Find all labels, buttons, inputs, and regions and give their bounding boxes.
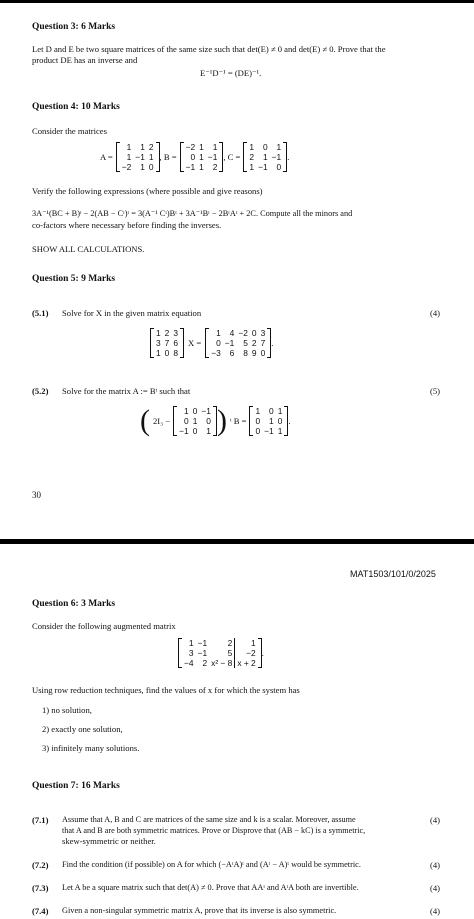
q4-verify: Verify the following expressions (where possible and give reasons) — [32, 186, 263, 196]
q5-2-label: (5.2) — [32, 386, 49, 396]
q6-heading: Question 6: 3 Marks — [32, 599, 116, 609]
matrix-row — [209, 328, 267, 338]
q7-2-text: Find the condition (if possible) on A for which (−AᵗA)ᵗ and (Aᵗ − A)ᵗ would be symmetric. — [62, 860, 361, 869]
q7-1-marks: (4) — [430, 815, 441, 825]
matrix-cell: −1 — [264, 426, 274, 436]
matrix-cell: 0 — [277, 416, 283, 426]
matrix-cell: 2 — [164, 328, 170, 338]
q7-1-line-2: that A and B are both symmetric matrices. Prove or Disprove that (AB − kC) is a symmetric, — [62, 825, 366, 835]
q5-1-end: . — [271, 338, 274, 348]
matrix-cell: 1 — [126, 152, 132, 162]
matrix-cell: 0 — [192, 406, 198, 416]
matrix-cell: 1 — [249, 142, 255, 152]
matrix-augmented — [178, 638, 262, 668]
matrix-cell: 5 — [243, 338, 248, 348]
matrix-cell: −1 — [185, 162, 196, 172]
matrix-row — [182, 638, 258, 648]
matrix-cell: 1 — [140, 142, 145, 152]
q7-1-line-3: skew-symmetric or neither. — [62, 836, 156, 846]
q7-3-text: Let A be a square matrix such that det(A) ≠ 0. Prove that AAᵗ and AᵗA both are invertible. — [62, 883, 359, 892]
matrix-c — [243, 142, 290, 172]
matrix-cell: 1 — [276, 142, 282, 152]
course-code: MAT1503/101/0/2025 — [350, 569, 436, 579]
matrix-cell: 3 — [173, 328, 179, 338]
matrix-cell: 1 — [206, 426, 211, 436]
matrix-cell: 1 — [184, 406, 189, 416]
matrix-q5-1-left — [150, 328, 184, 358]
q5-1-equation — [150, 328, 273, 358]
matrix-row — [182, 658, 258, 668]
matrix-cell: 7 — [164, 338, 170, 348]
matrix-cell: 0 — [262, 142, 268, 152]
q6-end: . — [261, 648, 264, 658]
q7-2-marks: (4) — [430, 860, 441, 870]
matrix-row — [247, 152, 283, 162]
matrix-cell: 1 — [188, 638, 194, 648]
matrix-row — [184, 162, 220, 172]
matrix-a — [116, 142, 160, 172]
matrix-cell: −2 — [121, 162, 132, 172]
matrix-cell: 3 — [188, 648, 194, 658]
q7-heading: Question 7: 16 Marks — [32, 781, 120, 791]
matrix-cell: 3 — [156, 338, 161, 348]
q4-show: SHOW ALL CALCULATIONS. — [32, 244, 145, 254]
matrix-cell: x² − 8 — [211, 658, 233, 668]
matrix-cell: 1 — [199, 162, 204, 172]
q6-item-1: 1) no solution, — [42, 705, 92, 715]
matrix-cell: −1 — [271, 152, 282, 162]
matrix-cell: 6 — [173, 338, 179, 348]
matrix-cell: 5 — [227, 648, 233, 658]
matrix-cell: 3 — [260, 328, 266, 338]
q4-intro: Consider the matrices — [32, 126, 107, 136]
matrix-cell: 0 — [206, 416, 211, 426]
matrix-cell: 2 — [212, 162, 218, 172]
q7-4-marks: (4) — [430, 906, 441, 916]
matrix-cell: 0 — [148, 162, 154, 172]
q5-heading: Question 5: 9 Marks — [32, 274, 116, 284]
q4-label-a: A = — [100, 152, 113, 162]
q4-matrices — [100, 142, 289, 172]
q5-2-equation — [140, 406, 291, 436]
matrix-cell: 0 — [255, 426, 261, 436]
matrix-cell: 1 — [126, 142, 132, 152]
matrix-cell: 2 — [148, 142, 154, 152]
matrix-row — [154, 348, 180, 358]
q5-2-text: Solve for the matrix A := Bᵗ such that — [62, 386, 191, 396]
matrix-row — [253, 406, 284, 416]
matrix-q5-2-m — [173, 406, 217, 436]
q7-1-label: (7.1) — [32, 815, 49, 825]
matrix-cell: 1 — [148, 152, 154, 162]
q6-augmented-matrix — [178, 638, 264, 668]
matrix-row — [120, 152, 156, 162]
q3-text — [32, 44, 452, 65]
matrix-cell: 1 — [277, 426, 283, 436]
q6-item-2: 2) exactly one solution, — [42, 724, 123, 734]
matrix-cell: 1 — [199, 152, 204, 162]
matrix-cell: 1 — [140, 162, 145, 172]
q7-2-label: (7.2) — [32, 860, 49, 870]
matrix-cell: −2 — [185, 142, 196, 152]
matrix-cell: 1 — [216, 328, 221, 338]
q5-1-marks: (4) — [430, 308, 441, 318]
q7-4-text: Given a non-singular symmetric matrix A, prove that its inverse is also symmetric. — [62, 906, 337, 915]
matrix-row — [209, 338, 267, 348]
q6-using: Using row reduction techniques, find the values of x for which the system has — [32, 685, 300, 695]
matrix-cell: 0 — [184, 416, 189, 426]
matrix-cell: 8 — [173, 348, 179, 358]
q4-expression-line-1: 3A⁻¹(BC + B)ᵗ − 2(AB − Cᵗ)ᵗ = 3(A⁻¹ Cᵗ)Bᵗ + 3A⁻¹Bᵗ − 2BᵗAᵗ + 2C. Compute all the minors and — [32, 209, 353, 218]
matrix-cell: 0 — [255, 416, 261, 426]
matrix-b — [180, 142, 224, 172]
matrix-cell: x + 2 — [235, 658, 258, 668]
matrix-cell: 2 — [251, 338, 257, 348]
top-rule — [0, 0, 474, 3]
matrix-cell: 1 — [262, 152, 268, 162]
q3-heading: Question 3: 6 Marks — [32, 22, 116, 32]
matrix-row — [154, 328, 180, 338]
page-break-rule — [0, 539, 474, 544]
q4-label-b: , B = — [159, 152, 177, 162]
matrix-cell: −1 — [197, 638, 208, 648]
q6-intro: Consider the following augmented matrix — [32, 621, 176, 631]
matrix-row — [120, 162, 156, 172]
matrix-cell: 2 — [227, 638, 233, 648]
left-paren: ( — [140, 404, 150, 437]
matrix-row — [154, 338, 180, 348]
matrix-cell: 0 — [190, 152, 196, 162]
matrix-row — [184, 142, 220, 152]
page-number: 30 — [32, 490, 41, 500]
q5-1-label: (5.1) — [32, 308, 49, 318]
matrix-row — [177, 426, 213, 436]
matrix-cell: 1 — [249, 162, 255, 172]
matrix-cell: 2 — [202, 658, 208, 668]
q4-heading: Question 4: 10 Marks — [32, 102, 120, 112]
q5-2-end: . — [288, 416, 291, 426]
q4-expression-line-2: co-factors where necessary before finding the inverses. — [32, 219, 222, 230]
matrix-cell: −1 — [135, 152, 145, 162]
matrix-row — [209, 348, 267, 358]
q3-text-line-2: product DE has an inverse and — [32, 54, 138, 65]
q4-expression — [32, 209, 457, 230]
matrix-cell: 1 — [277, 406, 283, 416]
matrix-cell: 9 — [251, 348, 257, 358]
q7-3-label: (7.3) — [32, 883, 49, 893]
q3-text-line-1: Let D and E be two square matrices of the same size such that det(E) ≠ 0 and det(E) ≠ 0. Prove that the — [32, 44, 386, 54]
matrix-cell: 0 — [164, 348, 170, 358]
matrix-cell: 1 — [199, 142, 204, 152]
matrix-cell: 4 — [229, 328, 235, 338]
matrix-cell: 1 — [156, 328, 161, 338]
q4-end: . — [287, 152, 290, 162]
matrix-cell: −4 — [184, 658, 194, 668]
matrix-cell: 0 — [216, 338, 221, 348]
matrix-row — [177, 406, 213, 416]
matrix-cell: 1 — [212, 142, 218, 152]
matrix-cell: 0 — [251, 328, 257, 338]
matrix-row — [247, 142, 283, 152]
matrix-row — [184, 152, 220, 162]
matrix-cell: 1 — [269, 416, 274, 426]
matrix-cell: −2 — [238, 328, 248, 338]
q7-4-label: (7.4) — [32, 906, 49, 916]
matrix-row — [120, 142, 156, 152]
matrix-row — [253, 416, 284, 426]
matrix-q5-1-right — [205, 328, 274, 358]
matrix-cell: −1 — [224, 338, 235, 348]
q5-2-identity-term: 2I₃ − — [153, 416, 171, 426]
matrix-cell: −1 — [207, 152, 218, 162]
matrix-cell: −2 — [235, 648, 258, 658]
matrix-cell: −1 — [258, 162, 268, 172]
matrix-cell: −3 — [211, 348, 221, 358]
q6-item-3: 3) infinitely many solutions. — [42, 743, 140, 753]
matrix-cell: 2 — [249, 152, 255, 162]
q3-equation: E⁻¹D⁻¹ = (DE)⁻¹. — [200, 68, 262, 78]
q5-2-marks: (5) — [430, 386, 441, 396]
matrix-row — [247, 162, 283, 172]
q7-3-marks: (4) — [430, 883, 441, 893]
right-paren: ) — [216, 404, 227, 437]
matrix-cell: 0 — [192, 426, 198, 436]
q7-1-text — [62, 815, 424, 847]
matrix-cell: 1 — [255, 406, 261, 416]
matrix-cell: −1 — [197, 648, 208, 658]
q4-label-c: , C = — [223, 152, 241, 162]
matrix-cell: 0 — [260, 348, 266, 358]
matrix-cell: 1 — [192, 416, 198, 426]
q5-1-text: Solve for X in the given matrix equation — [62, 308, 202, 318]
matrix-row — [177, 416, 213, 426]
q5-2-transpose-b: ᵗ B = — [229, 416, 247, 426]
matrix-cell: 7 — [260, 338, 266, 348]
matrix-cell: 0 — [269, 406, 274, 416]
q7-1-line-1: Assume that A, B and C are matrices of the same size and k is a scalar. Moreover, assume — [62, 815, 356, 824]
q5-1-x-equals: X = — [188, 338, 202, 348]
matrix-cell: −1 — [179, 426, 189, 436]
matrix-cell: 8 — [243, 348, 248, 358]
matrix-cell: 6 — [229, 348, 235, 358]
matrix-cell: 1 — [235, 638, 258, 648]
matrix-row — [182, 648, 258, 658]
matrix-cell: −1 — [201, 406, 211, 416]
matrix-cell: 0 — [276, 162, 282, 172]
matrix-row — [253, 426, 284, 436]
matrix-cell: 1 — [156, 348, 161, 358]
matrix-q5-2-r — [249, 406, 291, 436]
